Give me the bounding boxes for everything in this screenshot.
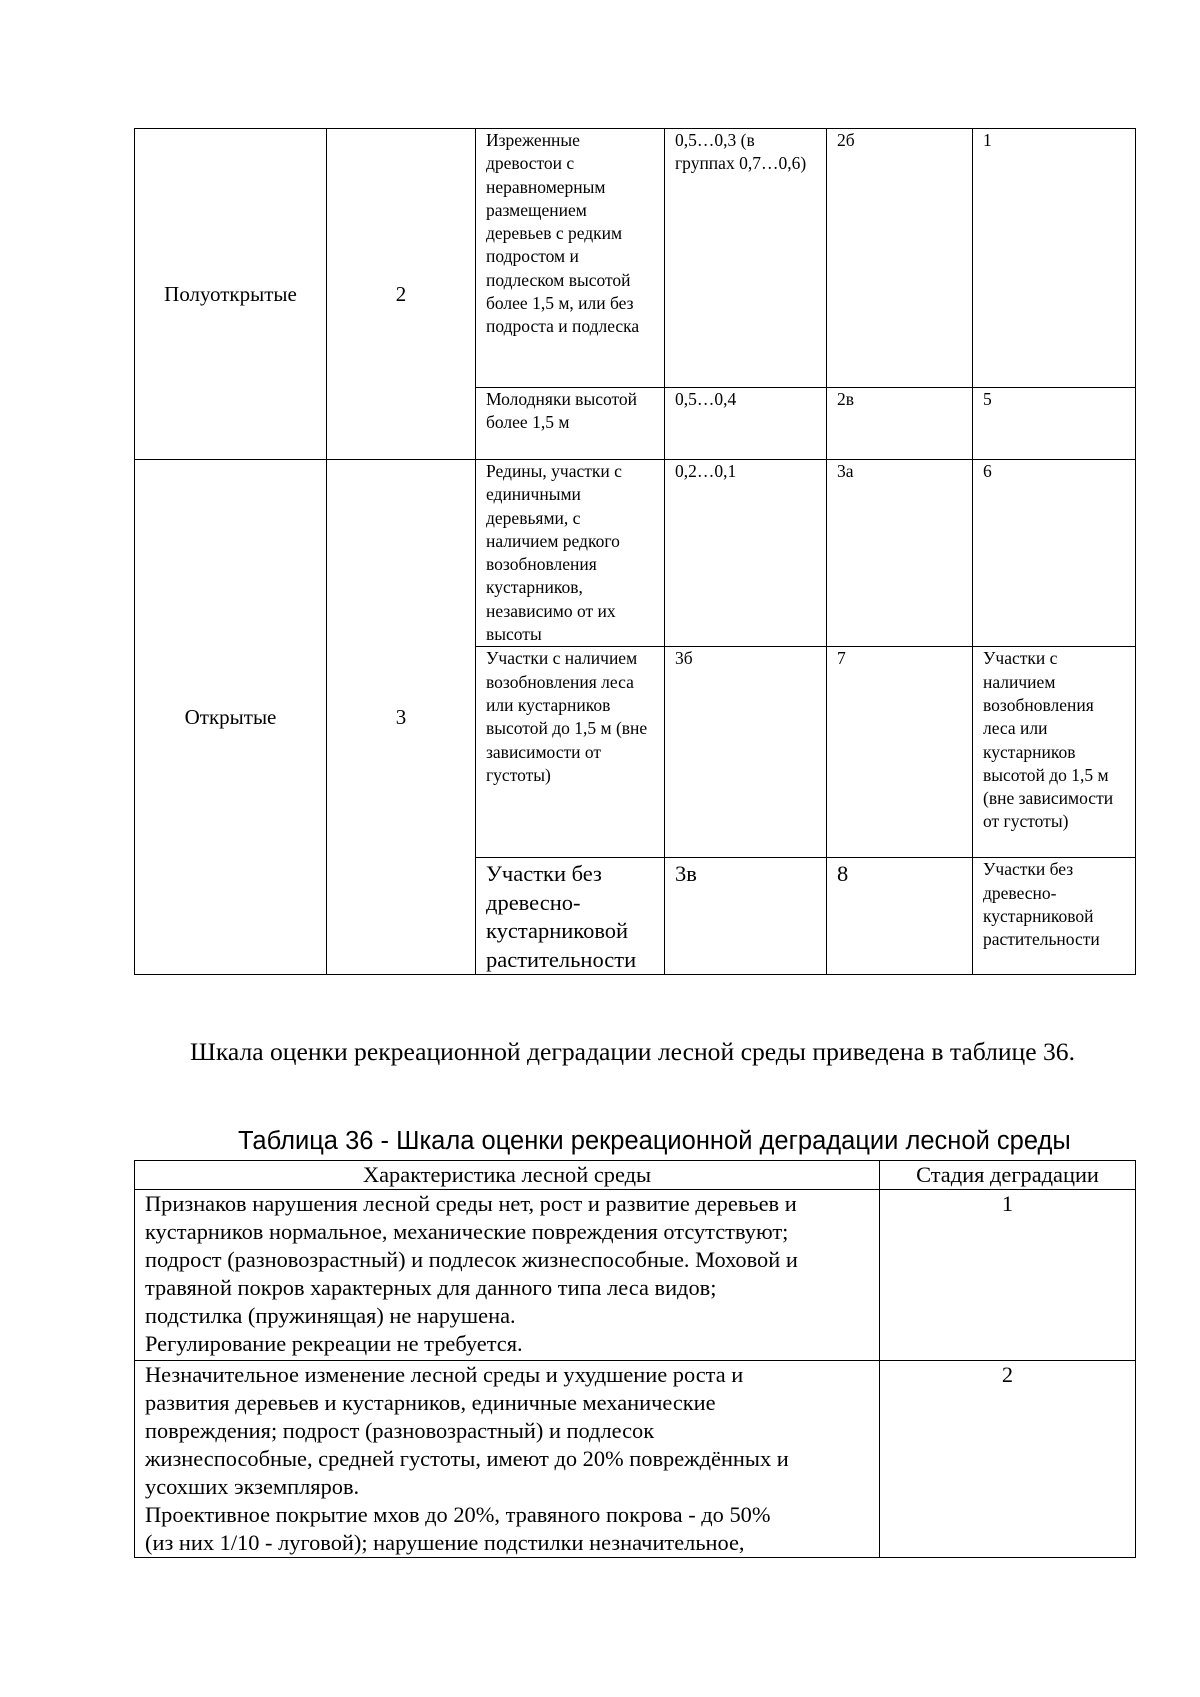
group-cell: Полуоткрытые: [135, 129, 327, 460]
density-cell: 3б: [665, 647, 827, 858]
density-cell: 0,2…0,1: [665, 460, 827, 647]
type-cell: 5: [973, 388, 1136, 460]
type-cell: Участки с наличием возобновления леса или кустарников высотой до 1,5 м (вне зависимости от густоты): [973, 647, 1136, 858]
code-cell: 2в: [827, 388, 973, 460]
text-line: Незначительное изменение лесной среды и ухудшение роста и: [145, 1362, 744, 1387]
text-line: подстилка (пружинящая) не нарушена.: [145, 1303, 516, 1328]
table-row: [135, 1361, 1136, 1558]
characteristic-cell: [135, 1361, 880, 1558]
code-cell: 3а: [827, 460, 973, 647]
text-line: усохших экземпляров.: [145, 1474, 360, 1499]
text-line: развития деревьев и кустарников, единичные механические: [145, 1390, 716, 1415]
text-line: Проективное покрытие мхов до 20%, травяного покрова - до 50%: [145, 1502, 771, 1527]
text-line: Регулирование рекреации не требуется.: [145, 1331, 523, 1356]
text-line: (из них 1/10 - луговой); нарушение подстилки незначительное,: [145, 1530, 745, 1555]
description-cell: Участки без древесно-кустарниковой растительности: [476, 858, 665, 975]
table-row: [135, 1190, 1136, 1361]
description-cell: Участки с наличием возобновления леса или кустарников высотой до 1,5 м (вне зависимости от густоты): [476, 647, 665, 858]
text-line: травяной покров характерных для данного типа леса видов;: [145, 1275, 717, 1300]
description-cell: Молодняки высотой более 1,5 м: [476, 388, 665, 460]
text-line: Признаков нарушения лесной среды нет, рост и развитие деревьев и: [145, 1191, 797, 1216]
description-cell: Редины, участки с единичными деревьями, с наличием редкого возобновления кустарников, независимо от их высоты: [476, 460, 665, 647]
density-cell: 0,5…0,3 (в группах 0,7…0,6): [665, 129, 827, 388]
characteristic-cell: [135, 1190, 880, 1361]
type-cell: 6: [973, 460, 1136, 647]
group-number-cell: 3: [327, 460, 476, 975]
forest-openness-table: [134, 128, 1136, 975]
table-row: [135, 460, 1136, 647]
text-line: повреждения; подрост (разновозрастный) и подлесок: [145, 1418, 655, 1443]
code-cell: 7: [827, 647, 973, 858]
group-cell: Открытые: [135, 460, 327, 975]
code-cell: 8: [827, 858, 973, 975]
table-header-row: [135, 1161, 1136, 1190]
density-cell: 3в: [665, 858, 827, 975]
body-paragraph: Шкала оценки рекреационной деградации лесной среды приведена в таблице 36.: [190, 1037, 1075, 1066]
stage-cell: 1: [880, 1190, 1136, 1361]
degradation-scale-table: [134, 1160, 1136, 1558]
stage-cell: 2: [880, 1361, 1136, 1558]
column-header: Стадия деградации: [880, 1161, 1136, 1190]
group-number-cell: 2: [327, 129, 476, 460]
table-caption: Таблица 36 - Шкала оценки рекреационной деградации лесной среды: [238, 1127, 1071, 1155]
code-cell: 2б: [827, 129, 973, 388]
density-cell: 0,5…0,4: [665, 388, 827, 460]
type-cell: Участки без древесно-кустарниковой растительности: [973, 858, 1136, 975]
type-cell: 1: [973, 129, 1136, 388]
text-line: жизнеспособные, средней густоты, имеют до 20% повреждённых и: [145, 1446, 789, 1471]
table-row: [135, 129, 1136, 388]
text-line: подрост (разновозрастный) и подлесок жизнеспособные. Моховой и: [145, 1247, 798, 1272]
description-cell: Изреженные древостои с неравномерным размещением деревьев с редким подростом и подлеском высотой более 1,5 м, или без подроста и подлеска: [476, 129, 665, 388]
column-header: Характеристика лесной среды: [135, 1161, 880, 1190]
text-line: кустарников нормальное, механические повреждения отсутствуют;: [145, 1219, 789, 1244]
